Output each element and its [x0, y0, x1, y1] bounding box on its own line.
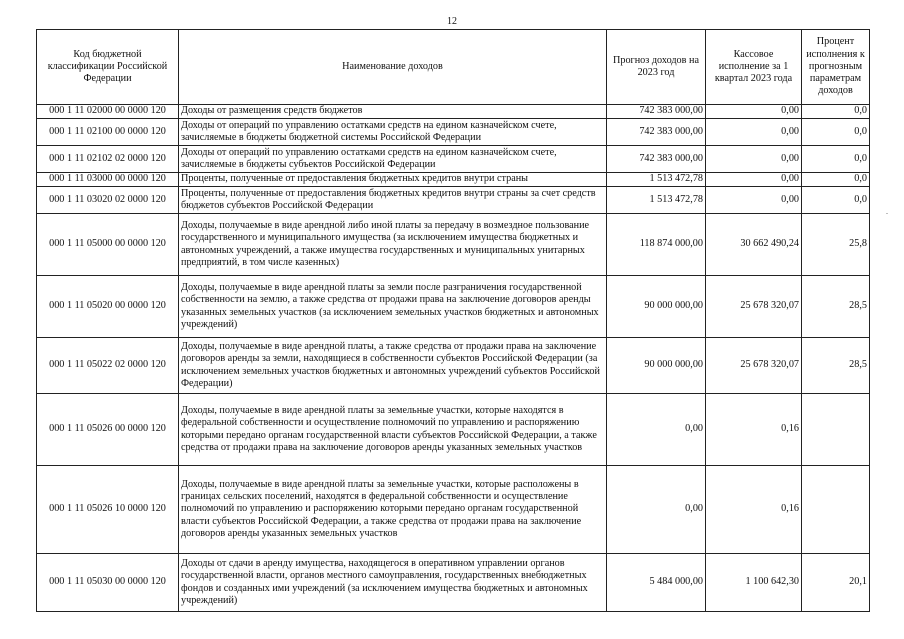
cell-execution: 0,00 — [706, 187, 802, 214]
cell-name: Доходы от сдачи в аренду имущества, находящегося в оперативном управлении органов государственной власти, органов местного самоуправления, государственных внебюджетных фондов и созданных ими учреждений (за исключением имущества бюджетных и автономных учреждений) — [179, 554, 607, 612]
cell-code: 000 1 11 05000 00 0000 120 — [37, 214, 179, 276]
revenue-table — [36, 29, 870, 612]
cell-execution: 0,00 — [706, 173, 802, 187]
cell-name: Доходы, получаемые в виде арендной платы за земельные участки, которые находятся в федеральной собственности и осуществление полномочий по управлению и распоряжению которыми передано органам государственной власти субъектов Российской Федерации, а также средства от продажи права на заключение договоров аренды указанных земельных участков — [179, 394, 607, 466]
cell-percent: 20,1 — [802, 554, 870, 612]
cell-code: 000 1 11 05020 00 0000 120 — [37, 276, 179, 338]
cell-name: Доходы, получаемые в виде арендной либо иной платы за передачу в возмездное пользование государственного и муниципального имущества (за исключением имущества бюджетных и автономных учреждений, а также имущества государственных и муниципальных унитарных предприятий, в том числе казенных) — [179, 214, 607, 276]
cell-code: 000 1 11 05022 02 0000 120 — [37, 338, 179, 394]
cell-code: 000 1 11 05026 10 0000 120 — [37, 466, 179, 554]
cell-percent — [802, 466, 870, 554]
cell-forecast: 1 513 472,78 — [607, 173, 706, 187]
header-execution: Кассовое исполнение за 1 квартал 2023 года — [706, 30, 802, 105]
table-row — [37, 466, 870, 554]
cell-name: Доходы, получаемые в виде арендной платы за земельные участки, которые расположены в границах сельских поселений, находятся в федеральной собственности и осуществление полномочий по управлению и распоряжению которыми передано органам государственной власти субъектов Российской Федерации, а также средства от продажи права на заключение договоров аренды указанных земельных участков — [179, 466, 607, 554]
cell-execution: 0,00 — [706, 146, 802, 173]
cell-name: Доходы от операций по управлению остатками средств на едином казначейском счете, зачисляемые в бюджеты субъектов Российской Федерации — [179, 146, 607, 173]
cell-percent: 0,0 — [802, 105, 870, 119]
cell-code: 000 1 11 03020 02 0000 120 — [37, 187, 179, 214]
cell-percent: 0,0 — [802, 119, 870, 146]
table-row — [37, 214, 870, 276]
cell-execution: 0,00 — [706, 105, 802, 119]
cell-forecast: 742 383 000,00 — [607, 146, 706, 173]
table-row — [37, 146, 870, 173]
header-forecast: Прогноз доходов на 2023 год — [607, 30, 706, 105]
cell-forecast: 5 484 000,00 — [607, 554, 706, 612]
cell-execution: 1 100 642,30 — [706, 554, 802, 612]
cell-forecast: 0,00 — [607, 466, 706, 554]
cell-code: 000 1 11 03000 00 0000 120 — [37, 173, 179, 187]
cell-forecast: 742 383 000,00 — [607, 105, 706, 119]
header-name: Наименование доходов — [179, 30, 607, 105]
table-row — [37, 276, 870, 338]
cell-execution: 25 678 320,07 — [706, 338, 802, 394]
cell-execution: 30 662 490,24 — [706, 214, 802, 276]
cell-code: 000 1 11 05026 00 0000 120 — [37, 394, 179, 466]
cell-percent — [802, 394, 870, 466]
cell-code: 000 1 11 02000 00 0000 120 — [37, 105, 179, 119]
table-body — [37, 105, 870, 612]
table-row — [37, 187, 870, 214]
cell-name: Доходы от размещения средств бюджетов — [179, 105, 607, 119]
cell-name: Доходы от операций по управлению остатками средств на едином казначейском счете, зачисляемые в бюджеты бюджетной системы Российской Федерации — [179, 119, 607, 146]
table-row — [37, 173, 870, 187]
margin-mark: . — [886, 207, 888, 216]
cell-name: Доходы, получаемые в виде арендной платы за земли после разграничения государственной собственности на землю, а также средства от продажи права на заключение договоров аренды указанных земельных участков (за исключением земельных участков бюджетных и автономных учреждений) — [179, 276, 607, 338]
cell-name: Доходы, получаемые в виде арендной платы, а также средства от продажи права на заключение договоров аренды за земли, находящиеся в собственности субъектов Российской Федерации (за исключением земельных участков бюджетных и автономных учреждений субъектов Российской Федерации) — [179, 338, 607, 394]
table-row — [37, 394, 870, 466]
cell-forecast: 1 513 472,78 — [607, 187, 706, 214]
cell-percent: 28,5 — [802, 338, 870, 394]
cell-code: 000 1 11 02100 00 0000 120 — [37, 119, 179, 146]
header-code: Код бюджетной классификации Российской Федерации — [37, 30, 179, 105]
cell-forecast: 90 000 000,00 — [607, 338, 706, 394]
header-percent: Процент исполнения к прогнозным параметрам доходов — [802, 30, 870, 105]
cell-code: 000 1 11 02102 02 0000 120 — [37, 146, 179, 173]
cell-execution: 0,00 — [706, 119, 802, 146]
cell-percent: 0,0 — [802, 146, 870, 173]
cell-name: Проценты, полученные от предоставления бюджетных кредитов внутри страны — [179, 173, 607, 187]
table-row — [37, 554, 870, 612]
cell-code: 000 1 11 05030 00 0000 120 — [37, 554, 179, 612]
cell-execution: 0,16 — [706, 466, 802, 554]
cell-execution: 0,16 — [706, 394, 802, 466]
table-row — [37, 338, 870, 394]
table-header-row — [37, 30, 870, 105]
cell-percent: 0,0 — [802, 173, 870, 187]
cell-forecast: 118 874 000,00 — [607, 214, 706, 276]
page-number: 12 — [447, 16, 457, 27]
cell-percent: 25,8 — [802, 214, 870, 276]
cell-percent: 28,5 — [802, 276, 870, 338]
table-row — [37, 105, 870, 119]
cell-forecast: 0,00 — [607, 394, 706, 466]
cell-name: Проценты, полученные от предоставления бюджетных кредитов внутри страны за счет средств бюджетов субъектов Российской Федерации — [179, 187, 607, 214]
cell-execution: 25 678 320,07 — [706, 276, 802, 338]
cell-forecast: 90 000 000,00 — [607, 276, 706, 338]
table-row — [37, 119, 870, 146]
cell-forecast: 742 383 000,00 — [607, 119, 706, 146]
cell-percent: 0,0 — [802, 187, 870, 214]
